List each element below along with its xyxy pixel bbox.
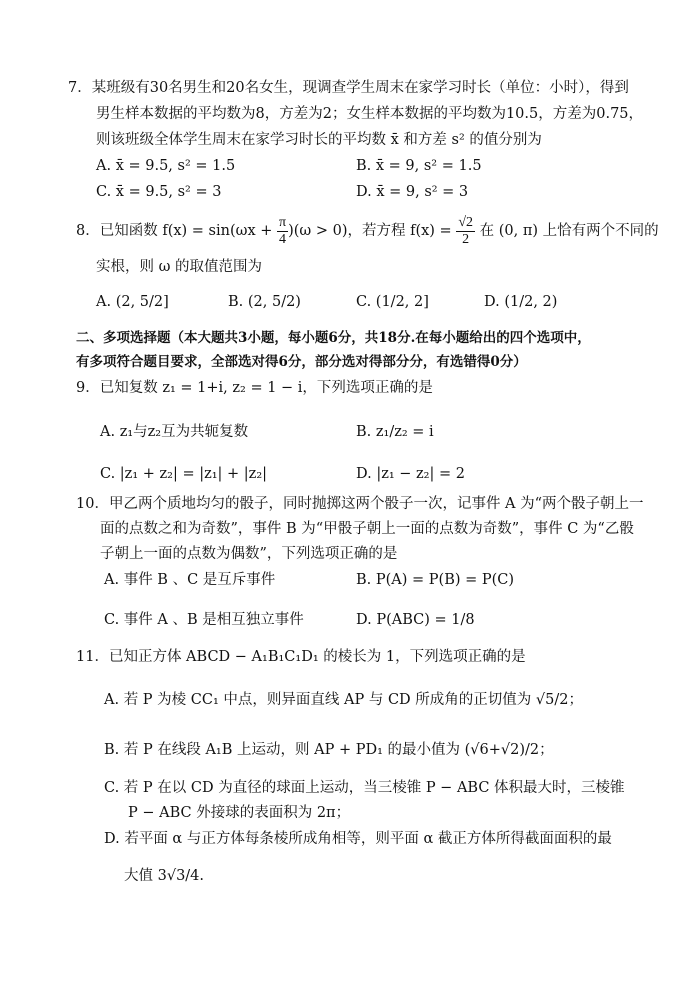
q9-option-d: D. |z₁ − z₂| = 2	[356, 466, 465, 482]
q7-option-b: B. x̄ = 9, s² = 1.5	[356, 158, 482, 174]
q10-option-a: A. 事件 B 、C 是互斥事件	[104, 572, 276, 588]
q8-stem-line1	[76, 214, 659, 248]
q10-stem-line2: 面的点数之和为奇数”，事件 B 为“甲骰子朝上一面的点数为奇数”，事件 C 为“乙骰	[100, 521, 634, 537]
q7-option-a: A. x̄ = 9.5, s² = 1.5	[96, 158, 236, 174]
q9-option-b: B. z₁/z₂ = i	[356, 424, 434, 440]
q10-stem-line3: 子朝上一面的点数为偶数”，下列选项正确的是	[100, 546, 398, 562]
q11-option-d-line2: 大值 3√3/4.	[124, 868, 205, 884]
q11-option-a: A. 若 P 为棱 CC₁ 中点，则异面直线 AP 与 CD 所成角的正切值为 √5/2；	[104, 692, 583, 708]
q8-option-d: D. (1/2, 2)	[484, 294, 558, 310]
q10-option-b: B. P(A) = P(B) = P(C)	[356, 572, 515, 588]
q8-stem-part2: )(ω > 0)，若方程 f(x) =	[288, 223, 457, 239]
q8-option-a: A. (2, 5/2]	[96, 294, 169, 310]
q9-stem: 9．已知复数 z₁ = 1+i, z₂ = 1 − i，下列选项正确的是	[76, 380, 433, 396]
q8-pi-over-4	[277, 215, 288, 248]
q11-stem: 11．已知正方体 ABCD − A₁B₁C₁D₁ 的棱长为 1，下列选项正确的是	[76, 649, 526, 665]
section2-heading-line1: 二、多项选择题（本大题共3小题，每小题6分，共18分.在每小题给出的四个选项中，	[76, 330, 591, 346]
q11-option-c-line1: C. 若 P 在以 CD 为直径的球面上运动，当三棱锥 P − ABC 体积最大时，三棱锥	[104, 780, 625, 796]
q11-option-b: B. 若 P 在线段 A₁B 上运动，则 AP + PD₁ 的最小值为 (√6+√2)/2；	[104, 742, 554, 758]
q8-sqrt2-over-2	[456, 215, 475, 248]
q8-pi-num: π	[279, 214, 287, 230]
q8-sqrt2-den: 2	[462, 231, 470, 247]
q8-option-b: B. (2, 5/2)	[228, 294, 301, 310]
q7-option-c: C. x̄ = 9.5, s² = 3	[96, 184, 222, 200]
q11-option-d-line1: D. 若平面 α 与正方体每条棱所成角相等，则平面 α 截正方体所得截面面积的最	[104, 831, 612, 847]
q8-sqrt2-num: √2	[458, 214, 474, 230]
q10-option-d: D. P(ABC) = 1/8	[356, 612, 475, 628]
q8-stem-line2: 实根，则 ω 的取值范围为	[96, 259, 263, 275]
q9-option-a: A. z₁与z₂互为共轭复数	[100, 424, 249, 440]
q8-pi-den: 4	[279, 231, 287, 247]
q10-stem-line1: 10．甲乙两个质地均匀的骰子，同时抛掷这两个骰子一次，记事件 A 为“两个骰子朝上一	[76, 496, 644, 512]
q10-option-c: C. 事件 A 、B 是相互独立事件	[104, 612, 304, 628]
q7-stem-line3: 则该班级全体学生周末在家学习时长的平均数 x̄ 和方差 s² 的值分别为	[96, 132, 542, 148]
section2-heading-line2: 有多项符合题目要求，全部选对得6分，部分选对得部分分，有选错得0分）	[76, 354, 527, 370]
q8-stem-part3: 在 (0, π) 上恰有两个不同的	[475, 223, 659, 239]
q7-option-d: D. x̄ = 9, s² = 3	[356, 184, 469, 200]
q8-stem-part1: 8．已知函数 f(x) = sin(ωx +	[76, 223, 278, 239]
q11-option-c-line2: P − ABC 外接球的表面积为 2π；	[128, 805, 351, 821]
q8-option-c: C. (1/2, 2]	[356, 294, 429, 310]
q7-stem-line1: 7．某班级有30名男生和20名女生，现调查学生周末在家学习时长（单位：小时），得到	[68, 80, 629, 96]
q9-option-c: C. |z₁ + z₂| = |z₁| + |z₂|	[100, 466, 268, 482]
q7-stem-line2: 男生样本数据的平均数为8，方差为2；女生样本数据的平均数为10.5，方差为0.75，	[96, 106, 644, 122]
